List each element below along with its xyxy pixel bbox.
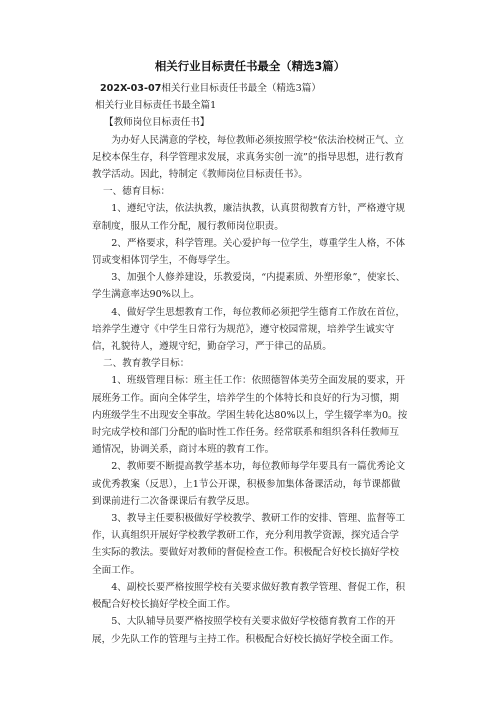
document-meta-text: 相关行业目标责任书最全（精选3篇） (161, 83, 321, 94)
moral-item: 3、加强个人修养建设，乐教爱岗，“内提素质、外塑形象”，使家长、学生满意率达90%以上。 (92, 272, 406, 301)
intro-paragraph: 为办好人民满意的学校，每位教师必须按照学校“依法治校树正气、立足校本保生存，科学管理求发展，求真务实创一流”的指导思想，进行教育教学活动。因此，特制定《教师岗位目标责任书》。 (92, 134, 404, 181)
document-title: 相关行业目标责任书最全（精选3篇） (154, 59, 346, 73)
teaching-item: 2、教师要不断提高教学基本功，每位教师每学年要具有一篇优秀论文或优秀教案（反思），上1节公开课，积极参加集体备课活动，每节课都做到课前进行二次备课课后有教学反思。 (92, 461, 406, 507)
moral-item: 1、遵纪守法，依法执教，廉洁执教，认真贯彻教育方针，严格遵守规章制度，服从工作分配，履行教师岗位职责。 (92, 203, 406, 232)
document-meta (92, 80, 408, 97)
teaching-item: 1、班级管理目标：班主任工作：依照德智体美劳全面发展的要求，开展班务工作。面向全体学生，培养学生的个体特长和良好的行为习惯，期内班级学生不出现安全事故。学困生转化达80%以上，学生辍学率为0。按时完成学校和部门分配的临时性工作任务。经常联系和组织各科任教师互通情况，协调关系，商讨本班的教育工作。 (92, 375, 408, 456)
teaching-item: 3、教导主任要积极做好学校教学、教研工作的安排、管理、监督等工作，认真组织开展好学校教学教研工作，充分利用教学资源，探究适合学生实际的教法。要做好对教师的督促检查工作。积极配合好校长搞好学校全面工作。 (92, 513, 406, 576)
moral-item: 4、做好学生思想教育工作，每位教师必须把学生德育工作放在首位，培养学生遵守《中学生日常行为规范》，遵守校园常规，培养学生诚实守信，礼貌待人，遵规守纪，勤奋学习，严于律己的品质。 (92, 306, 406, 353)
document-date: 202X-03-07 (100, 83, 162, 94)
teaching-item: 5、大队辅导员要严格按照学校有关要求做好学校德育教育工作的开展，少先队工作的管理与主持工作。积极配合好校长搞好学校全面工作。 (92, 616, 399, 645)
section-bracket-heading: 【教师岗位目标责任书】 (104, 117, 210, 129)
section-heading-teaching: 二、教育教学目标： (103, 358, 190, 370)
document-subtitle: 相关行业目标责任书最全篇1 (95, 100, 217, 112)
teaching-item: 4、副校长要严格按照学校有关要求做好教育教学管理、督促工作，积极配合好校长搞好学校全面工作。 (92, 581, 406, 611)
section-heading-moral: 一、德育目标： (103, 186, 171, 198)
moral-item: 2、严格要求，科学管理。关心爱护每一位学生，尊重学生人格，不体罚或变相体罚学生，不侮辱学生。 (92, 237, 406, 267)
